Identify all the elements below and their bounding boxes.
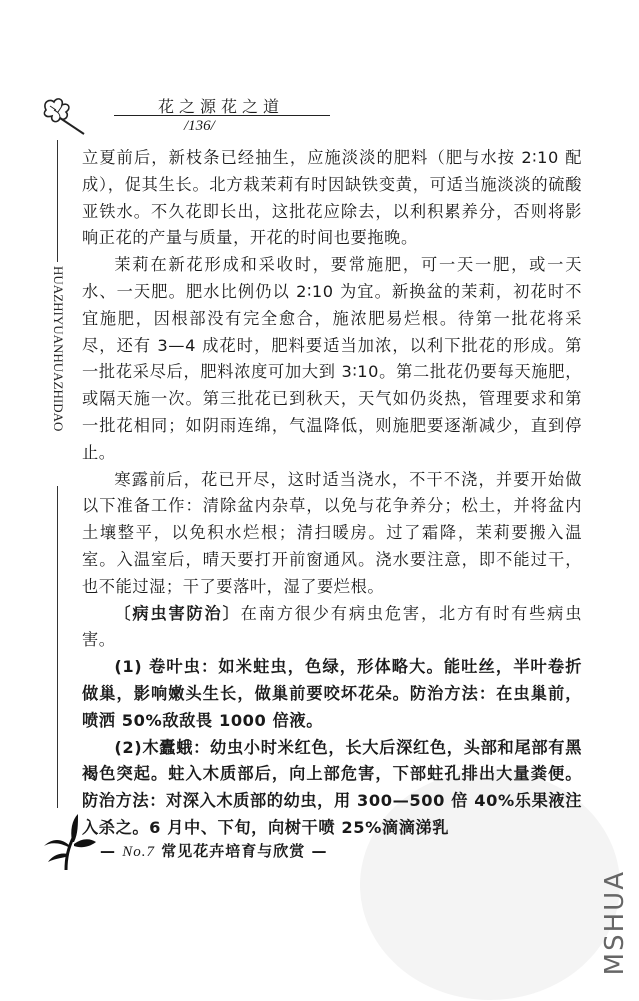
header-rule [114,115,330,116]
page-number: /136/ [184,118,215,134]
paragraph: 茉莉在新花形成和采收时，要常施肥，可一天一肥，或一天水、一天肥。肥水比例仍以 2∶10 为宜。新换盆的茉莉，初花时不宜施肥，因根部没有完全愈合，施浓肥易烂根。待第一批花将采尽，还有 3—4 成花时，肥料要适当加浓，以利下批花的形成。第一批花采尽后，肥料浓度可加大到 3∶10。第二批花仍要每天施肥，或隔天施一次。第三批花已到秋天，天气如仍炎热，管理要求和第一批花相同；如阴雨连绵，气温降低，则施肥要逐渐减少，直到停止。 [82,255,582,462]
book-title: 花之源花之道 [158,97,285,116]
paragraph: (1) 卷叶虫：如米蛀虫，色绿，形体略大。能吐丝，半叶卷折做巢，影响嫩头生长，做巢前要咬坏花朵。防治方法：在虫巢前，喷洒 50%敌敌畏 1000 倍液。 [82,657,582,730]
paragraph: 寒露前后，花已开尽，这时适当浇水，不干不浇，并要开始做以下准备工作：清除盆内杂草，以免与花争养分；松土，并将盆内土壤整平，以免积水烂根；清扫暖房。过了霜降，茉莉要搬入温室。入温室后，晴天要打开前窗通风。浇水要注意，即不能过干，也不能过湿；干了要落叶，湿了要烂根。 [82,469,582,596]
watermark-text: MSHUA [600,870,630,976]
page-header [36,92,336,142]
paragraph [82,601,582,655]
paragraph: (2)木蠹蛾：幼虫小时米红色，长大后深红色，头部和尾部有黑褐色突起。蛀入木质部后，向上部危害，下部蛀孔排出大量粪便。防治方法：对深入木质部的幼虫，用 300—500 倍 40%乐果液注入杀之。6 月中、下旬，向树干喷 25%滴滴涕乳 [82,737,582,837]
plant-icon [40,808,100,872]
section-label: 〔病虫害防治〕 [114,603,241,623]
body-text [82,145,582,842]
page-footer [40,808,460,888]
side-rule [57,140,58,262]
series-title: 常见花卉培育与欣赏 [161,842,306,860]
paragraph: 立夏前后，新枝条已经抽生，应施淡淡的肥料（肥与水按 2∶10 配成），促其生长。北方栽茉莉有时因缺铁变黄，可适当施淡淡的硫酸亚铁水。不久花即长出，这批花应除去，以利积累养分，否则将影响正花的产量与质量，开花的时间也要拖晚。 [82,148,582,248]
series-number: No.7 [122,844,155,860]
series-caption: — No.7 常见花卉培育与欣赏 — [100,842,328,860]
side-rule [57,486,58,808]
side-running-label: HUAZHIYUANHUAZHIDAO [51,266,66,432]
paragraph-text: 在南方很少有病虫危害，北方有时有些病虫害。 [82,603,582,650]
flower-icon [40,96,88,138]
